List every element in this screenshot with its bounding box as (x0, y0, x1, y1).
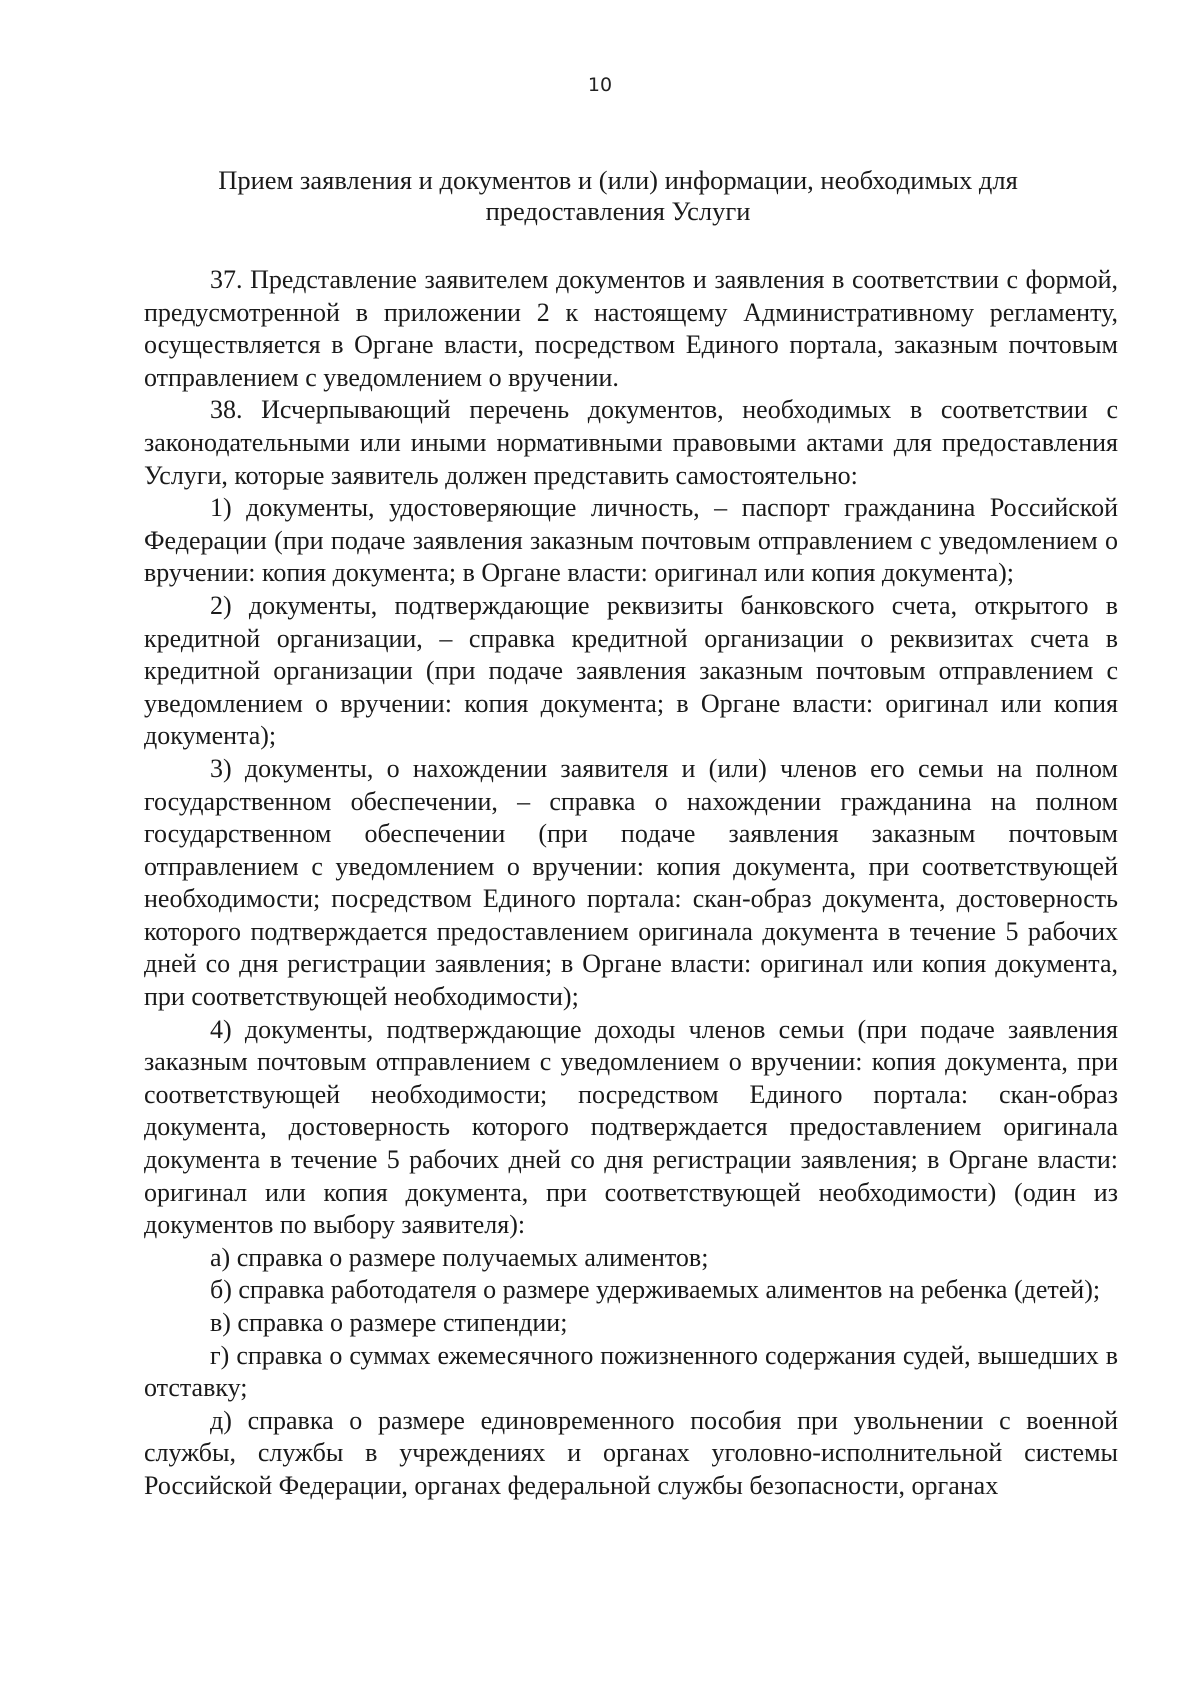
sub-item-v: в) справка о размере стипендии; (210, 1308, 568, 1337)
sub-item-g: г) справка о суммах ежемесячного пожизненного содержания судей, вышедших в отставку; (144, 1340, 1118, 1403)
sub-item-b: б) справка работодателя о размере удерживаемых алиментов на ребенка (детей); (210, 1275, 1101, 1305)
document-body (144, 264, 1118, 1503)
paragraph-38: 38. Исчерпывающий перечень документов, необходимых в соответствии с законодательными или иными нормативными правовыми актами для предоставления Услуги, которые заявитель должен представить самостоятельно: (144, 395, 1118, 490)
paragraph-37: 37. Представление заявителем документов и заявления в соответствии с формой, предусмотренной в приложении 2 к настоящему Административному регламенту, осуществляется в Органе власти, посредством Единого портала, заказным почтовым отправлением с уведомлением о вручении. (144, 265, 1118, 392)
list-item-2: 2) документы, подтверждающие реквизиты банковского счета, открытого в кредитной организации, – справка кредитной организации о реквизитах счета в кредитной организации (при подаче заявления заказным почтовым отправлением с уведомлением о вручении: копия документа; в Органе власти: оригинал или копия документа); (144, 590, 1118, 751)
list-item-1: 1) документы, удостоверяющие личность, – паспорт гражданина Российской Федерации (при подаче заявления заказным почтовым отправлением с уведомлением о вручении: копия документа; в Органе власти: оригинал или копия документа); (144, 493, 1118, 588)
list-item-4: 4) документы, подтверждающие доходы членов семьи (при подаче заявления заказным почтовым отправлением с уведомлением о вручении: копия документа, при соответствующей необходимости; посредством Единого портала: скан-образ документа, достоверность которого подтверждается предоставлением оригинала документа в течение 5 рабочих дней со дня регистрации заявления; в Органе власти: оригинал или копия документа, при соответствующей необходимости) (один из документов по выбору заявителя): (144, 1014, 1118, 1240)
list-item-3: 3) документы, о нахождении заявителя и (или) членов его семьи на полном государственном обеспечении, – справка о нахождении гражданина на полном государственном обеспечении (при подаче заявления заказным почтовым отправлением с уведомлением о вручении: копия документа, при соответствующей необходимости; посредством Единого портала: скан-образ документа, достоверность которого подтверждается предоставлением оригинала документа в течение 5 рабочих дней со дня регистрации заявления; в Органе власти: оригинал или копия документа, при соответствующей необходимости); (144, 753, 1118, 1012)
page-number: 10 (587, 74, 613, 96)
section-heading: Прием заявления и документов и (или) информации, необходимых для предоставления Услуги (218, 165, 1018, 226)
sub-item-d: д) справка о размере единовременного пособия при увольнении с военной службы, службы в учреждениях и органах уголовно-исполнительной системы Российской Федерации, органах федеральной службы безопасности, органах (144, 1405, 1118, 1500)
sub-item-a: а) справка о размере получаемых алиментов; (210, 1242, 709, 1272)
